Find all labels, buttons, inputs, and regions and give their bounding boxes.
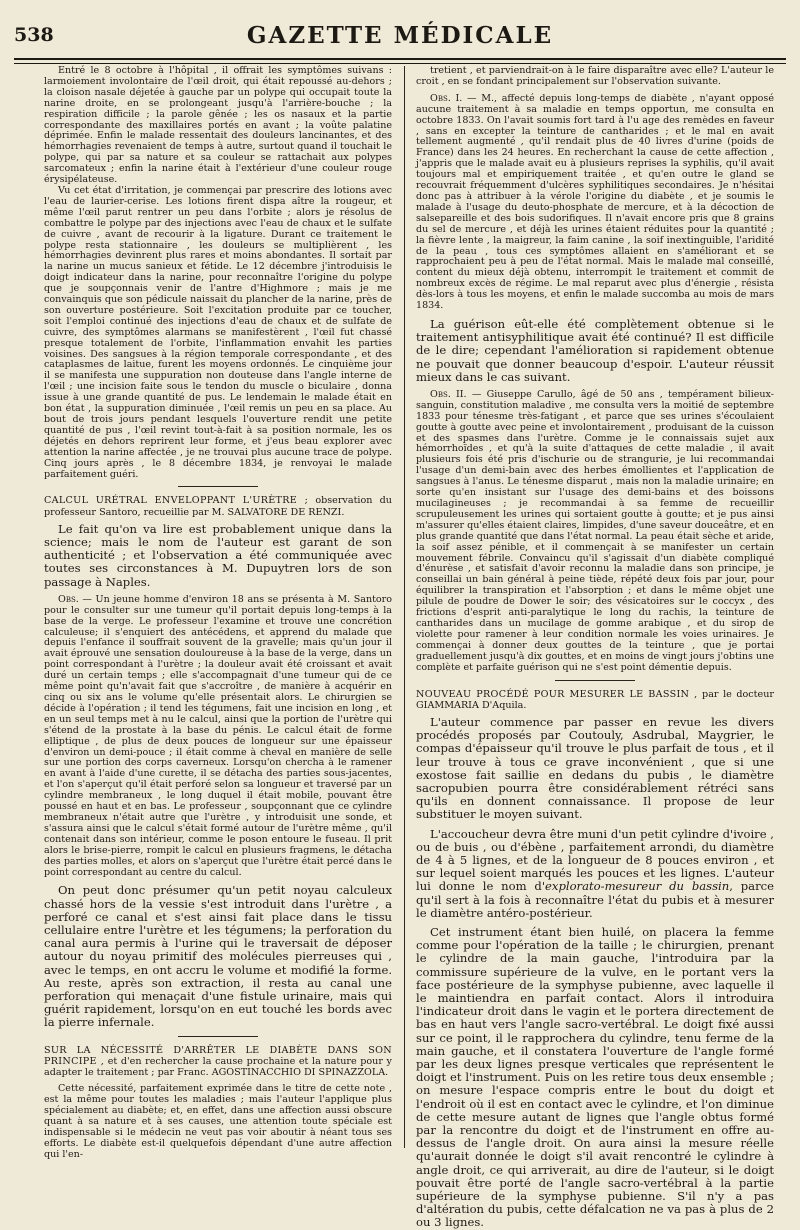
header-rule: [14, 58, 786, 64]
obs-label: Obs.: [58, 593, 79, 605]
obs-text: — Un jeune homme d'environ 18 ans se présenta à M. Santoro pour le consulter sur une tumeur qu'il portait depuis long-temps à la base de la verge. Le professeur l'examine et trouve une concrétion calculeuse; il s'enquiert des antécédens, et apprend du malade que depuis l'enfance il souffrait souvent de la gravelle; mais qu'un jour il avait éprouvé une sensation douloureuse à la base de la verge, dans un point correspondant à l'urètre ; la douleur avait été croissant et avait duré un certain temps ; elle s'accompagnait d'une tumeur qui de ce même point qu'n'avait fait que s'accroître , de manière à acquérir en cinq ou six ans le volume qu'elle présentait alors. Le chirurgien se décide à l'opération ; il tend les tégumens, fait une incision en long , et en un seul temps met à nu le calcul, ainsi que la portion de l'urètre qui s'étend de la prostate à la base du pénis. Le calcul était de forme elliptique , de plus de deux pouces de longueur sur une épaisseur d'environ un demi-pouce ; il était comme à cheval en manière de selle sur une portion des corps caverneux. Lorsqu'on chercha à le ramener en avant à l'aide d'une curette, il se détacha des parties sous-jacentes, et l'on s'aperçut qu'il était perforé selon sa longueur et traversé par un cylindre membraneux , le long duquel il était mobile, pouvant être poussé en haut et en bas. Le professeur , soupçonnant que ce cylindre membraneux n'était autre que l'urètre , y introduisit une sonde, et s'assura ainsi que le calcul s'était formé autour de l'urètre même , qu'il contenait dans son intérieur, comme le poson entoure le fuseau. Il prit alors le brise-pierre, rompit le calcul en plusieurs fragmens, le détacha des parties molles, et alors on s'aperçut que l'urètre était percé dans le point correspondant au centre du calcul.: [44, 593, 392, 878]
right-paragraph-6: [416, 828, 774, 920]
page-number: 538: [14, 24, 54, 46]
obs-label: Obs. II.: [430, 388, 467, 400]
article-title-caps: NOUVEAU PROCÉDÉ POUR MESURER LE BASSIN ,: [416, 688, 698, 700]
right-paragraph-7: Cet instrument étant bien huilé, on placera la femme comme pour l'opération de la taille ; le chirurgien, prenant le cylindre de la main gauche, l'introduira par la commissure supérieure de la vulve, en le portant vers la face postérieure de la symphyse pubienne, avec laquelle il le maintiendra en parfait contact. Alors il introduira l'indicateur droit dans le vagin et le portera directement de bas en haut vers l'angle sacro-vertébral. Le doigt fixé aussi sur ce point, il le rapprochera du cylindre, tenu ferme de la main gauche, et il constatera l'ouverture de l'angle formé par les deux lignes presque verticales que représentent le doigt et l'instrument. Puis on les retire tous deux ensemble ; on mesure l'espace compris entre le bout du doigt et l'endroit où il est en contact avec le cylindre, et l'on diminue de cette mesure autant de lignes que l'angle obtus formé par la rencontre du doigt et de l'instrument en offre au-dessus de l'angle droit. On aura ainsi la mesure réelle qu'aurait donnée le doigt s'il avait rencontré le cylindre à angle droit, ce qui arriverait, au dire de l'auteur, si le doigt pouvait être porté de l'angle sacro-vertébral à la partie supérieure de la symphyse pubienne. S'il n'y a pas d'altération du pubis, cette défalcation ne va pas à plus de 2 ou 3 lignes.: [416, 924, 774, 1230]
article-title-calcul: [44, 495, 392, 517]
right-paragraph-4: [416, 390, 774, 674]
right-paragraph-3: La guérison eût-elle été complètement obtenue si le traitement antisyphilitique avait été continué? Il est difficile de le dire; cependant l'amélioration si rapidement obtenue ne pouvait que donner beaucoup d'espoir. L'auteur réussit mieux dans le cas suivant.: [416, 316, 774, 384]
right-paragraph-2: [416, 94, 774, 312]
article-title-rest: observation du professeur Santoro, recueillie par M. SALVATORE DE RENZI.: [44, 495, 392, 518]
obs-label: Obs. I.: [430, 92, 463, 104]
left-paragraph-2: Vu cet état d'irritation, je commençai par prescrire des lotions avec l'eau de laurier-cerise. Les lotions firent dispa aître la rougeur, et même l'œil parut rentrer un peu dans l'orbite ; alors je résolus de combattre le polype par des injections avec l'eau de chaux et le sulfate de cuivre , avant de recourir à la ligature. Durant ce traitement le polype resta stationnaire , les douleurs se multiplièrent , les hémorrhagies devinrent plus rares et moins abondantes. Il sortait par la narine un mucus sanieux et fétide. Le 12 décembre j'introduisis le doigt indicateur dans la narine, pour reconnaître l'origine du polype que je soupçonnais venir de l'antre d'Highmore ; mais je me convainquis que son pédicule naissait du plancher de la narine, près de son ouverture postérieure. Soit l'excitation produite par ce toucher, soit l'emploi continué des injections d'eau de chaux et de sulfate de cuivre, des symptômes alarmans se manifestèrent , l'œil fut chassé presque totalement de l'orbite, l'inflammation envahit les parties voisines. Des sangsues à la région temporale correspondante , et des cataplasmes de laitue, furent les moyens ordonnés. Le cinquième jour il se manifesta une suppuration non douteuse dans l'angle interne de l'œil ; une incision faite sous le tendon du muscle o biculaire , donna issue à une grande quantité de pus. Le lendemain le malade était en bon état , la suppuration diminuée , l'œil remis un peu en sa place. Au bout de trois jours pendant lesquels l'ouverture rendit une petite quantité de pus , l'œil revint tout-à-fait à sa position normale, les os déjetés en dehors reprirent leur forme, et j'eus beau explorer avec attention la narine affectée , je ne trouvai plus aucune trace de polype. Cinq jours après , le 8 décembre 1834, je renvoyai le malade parfaitement guéri.: [44, 184, 392, 480]
italic-term: explorato-mesureur du bassin: [545, 879, 730, 894]
left-paragraph-6: Cette nécessité, parfaitement exprimée dans le titre de cette note , est la même pour toutes les maladies ; mais l'auteur l'applique plus spécialement au diabète; et, en effet, dans une affection aussi obscure quant à sa nature et à ses causes, une attention toute spéciale est indispensable si le médecin ne veut pas voir aboutir à néant tous ses efforts. Le diabète est-il quelquefois dépendant d'une autre affection qui l'en-: [44, 1083, 392, 1160]
text-run: , parce qu'il sert à la fois à reconnaître l'état du pubis et à mesurer le diamètre antéro-postérieur.: [416, 879, 774, 920]
article-title-diabete: [44, 1045, 392, 1079]
right-paragraph-1: tretient , et parviendrait-on à le faire disparaître avec elle? L'auteur le croit , en se fondant principalement sur l'observation suivante.: [416, 65, 774, 87]
text-run: L'accoucheur devra être muni d'un petit cylindre d'ivoire , ou de buis , ou d'ébène , parfaitement arrondi, du diamètre de 4 à 5 lignes, et de la longueur de 8 pouces environ , et sur lequel soient marqués les pouces et les lignes. L'auteur lui donne le nom d': [416, 826, 774, 894]
section-divider: [555, 680, 635, 681]
obs-text: — Giuseppe Carullo, âgé de 50 ans , tempérament bilieux-sanguin, constitution maladive , me consulta vers la moitié de septembre 1833 pour ténesme très-fatigant , et parce que ses urines s'écoulaient goutte à goutte avec peine et involontairement , produisant de la cuisson et des spasmes dans l'urètre. Comme je le connaissais sujet aux hémorrhoïdes , et qu'à la suite d'attaques de cette maladie , il avait plusieurs fois été pris d'ischurie ou de strangurie, je lui recommandai l'usage d'un demi-bain avec des herbes émollientes et l'application de sangsues à l'anus. Le ténesme disparut , mais non la maladie urinaire; en sorte qu'en insistant sur l'usage des demi-bains et des boissons mucilagineuses ; je recommandai à sa femme de recueillir scrupuleusement les urines qui sortaient goutte à goutte; et je pus ainsi m'assurer qu'elles étaient claires, limpides, d'une saveur douceâtre, et en plus grande quantité que dans l'état normal. La peau était sèche et aride, la soif assez pénible, et il commençait à se manifester un certain mouvement fébrile. Convaincu qu'il s'agissait d'un diabète compliqué d'énurèse , et satisfait d'avoir reconnu la maladie dans son principe, je conseillai un bain général à peine tiède, répété deux fois par jour, pour équilibrer la transpiration et l'absorption ; et dans le même objet une pilule de poudre de Dower le soir; des vésicatoires sur le coccyx , des frictions d'esprit anti-paralytique le long du rachis, la teinture de cantharides dans un mucilage de gomme arabique , et du sirop de violette pour ramener à leur condition normale les voies urinaires. Je commençai à donner deux gouttes de la teinture , que je portai graduellement jusqu'à dix gouttes, et en moins de vingt jours j'obtins une complète et parfaite guérison qui ne s'est point démentie depuis.: [416, 388, 774, 673]
section-divider: [178, 486, 258, 487]
article-title-caps: CALCUL URÉTRAL ENVELOPPANT L'URÈTRE ;: [44, 495, 309, 507]
left-column: [44, 65, 392, 1160]
page-title: GAZETTE MÉDICALE: [246, 22, 554, 49]
article-title-bassin: [416, 689, 774, 711]
article-title-caps: SUR LA NÉCESSITÉ D'ARRÊTER LE DIABÈTE DANS SON PRINCIPE ,: [44, 1044, 392, 1067]
article-title-rest: et d'en rechercher la cause prochaine et la nature pour y adapter le traitement ; par Franc. AGOSTINACCHIO DI SPINAZZOLA.: [44, 1055, 392, 1079]
obs-text: — M., affecté depuis long-temps de diabète , n'ayant opposé aucune traitement à sa maladie en temps opportun, me consulta en octobre 1833. On l'avait soumis fort tard à l'u age des remèdes en faveur , sans en excepter la teinture de cantharides ; et le mal en avait tellement augmenté , qu'il rendait plus de 40 livres d'urine (poids de France) dans les 24 heures. En recherchant la cause de cette affection , j'appris que le malade avait eu à plusieurs reprises la syphilis, qu'il avait toujours mal et empiriquement traitée , et qu'en outre le gland se recouvrait fréquemment d'ulcères syphilitiques secondaires. Je n'hésitai donc pas à attribuer à la vérole l'origine du diabète , et je soumis le malade à l'usage du deuto-phosphate de mercure, et à la décoction de salsepareille et des bois sudorifiques. Il n'avait encore pris que 8 grains du sel de mercure , et déjà les urines étaient réduites pour la quantité ; la fièvre lente , la maigreur, la faim canine , la soif inextinguible, l'aridité de la peau , tous ces symptômes allaient en s'améliorant et se rapprochaient peu à peu de l'état normal. Mais le malade mal conseillé, content du mieux déjà obtenu, interrompit le traitement et commit de nombreux excès de régime. Le mal reparut avec plus d'énergie , résista dès-lors à tous les moyens, et enfin le malade succomba au mois de mars 1834.: [416, 92, 774, 312]
page-header: [14, 18, 786, 52]
right-paragraph-5: L'auteur commence par passer en revue les divers procédés proposés par Coutouly, Asdrubal, Maygrier, le compas d'épaisseur qu'il trouve le plus parfait de tous , et il leur trouve à tous ce grave inconvénient , que si une exostose fait saillie en dedans du pubis , le diamètre sacropubien pourra être considérablement rétréci sans qu'ils en donnent connaissance. Il propose de leur substituer le moyen suivant.: [416, 714, 774, 822]
right-column: [416, 65, 774, 1230]
left-paragraph-3: Le fait qu'on va lire est probablement unique dans la science; mais le nom de l'auteur est garant de son authenticité ; et l'observation a été communiquée avec toutes ses circonstances à M. Dupuytren lors de son passage à Naples.: [44, 521, 392, 589]
column-divider: [404, 66, 405, 1148]
section-divider: [178, 1036, 258, 1037]
left-paragraph-5: On peut donc présumer qu'un petit noyau calculeux chassé hors de la vessie s'est introduit dans l'urètre , a perforé ce canal et s'est ainsi fait place dans le tissu cellulaire entre l'urètre et les tégumens; la perforation du canal aura permis à l'urine qui le traversait de déposer autour du noyau primitif des molécules pierreuses qui , avec le temps, en ont accru le volume et modifié la forme. Au reste, après son extraction, il resta au canal une perforation qui menaçait d'une fistule urinaire, mais qui guérit rapidement, lorsqu'on en eut touché les bords avec la pierre infernale.: [44, 883, 392, 1030]
article-title-rest: par le docteur GIAMMARIA D'Aquila.: [416, 688, 774, 711]
left-paragraph-4: [44, 595, 392, 879]
left-paragraph-1: Entré le 8 octobre à l'hôpital , il offrait les symptômes suivans : larmoiement involontaire de l'œil droit, qui était repoussé au-dehors ; la cloison nasale déjetée à gauche par un polype qui occupait toute la narine droite, en se prolongeant jusqu'à l'arrière-bouche ; la respiration difficile ; la parole gênée ; les os nasaux et la partie correspondante des maxillaires portés en avant ; la voûte palatine déprimée. Enfin le malade ressentait des douleurs lancinantes, et des hémorrhagies revenaient de temps à autre, surtout quand il touchait le polype, qui par sa nature et sa couleur se rattachait aux polypes sarcomateux ; enfin la narine était à l'extérieur d'une couleur rouge érysipélateuse.: [44, 65, 392, 186]
